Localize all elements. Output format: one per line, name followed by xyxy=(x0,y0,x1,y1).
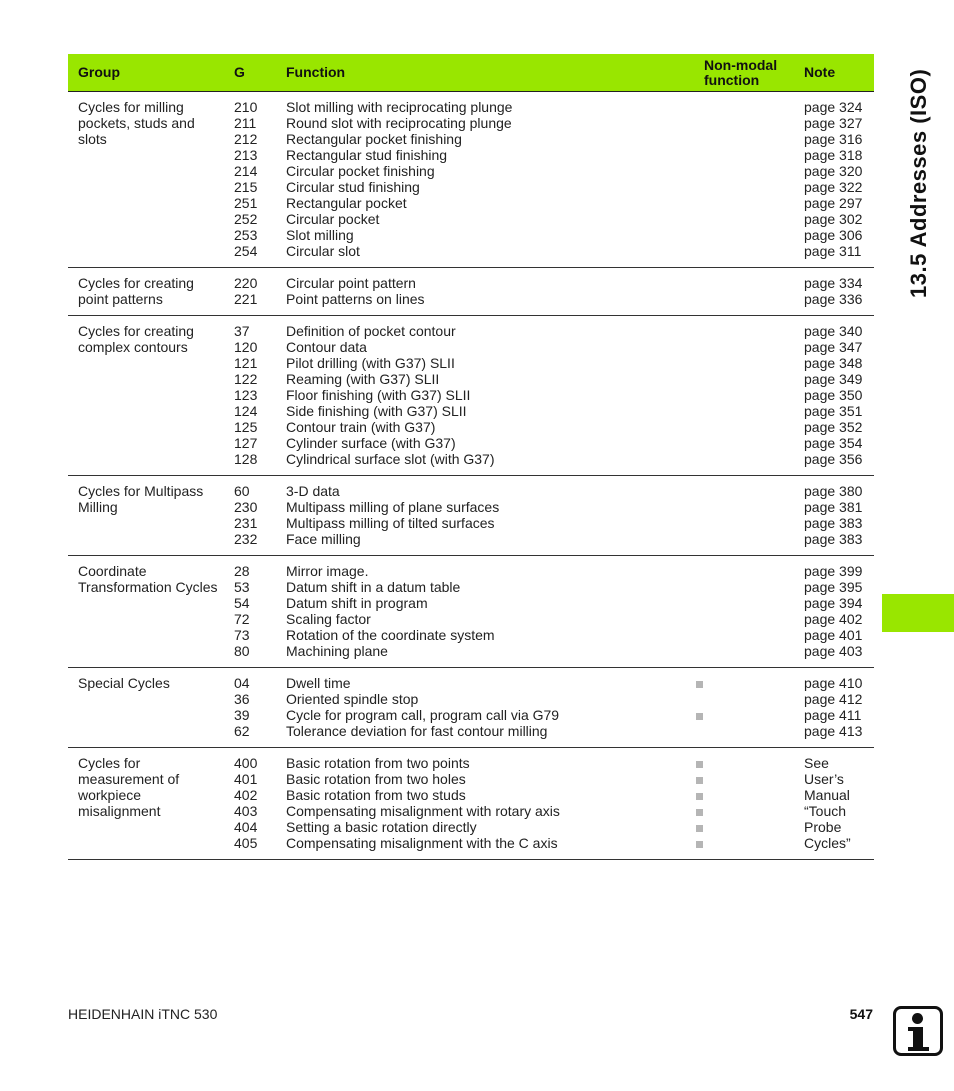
group-name-cell: Coordinate Transformation Cycles xyxy=(68,556,230,668)
table-row xyxy=(68,316,874,476)
function-name: Pilot drilling (with G37) SLII xyxy=(286,355,455,371)
note-text: page 410 xyxy=(804,675,863,691)
function-name: Point patterns on lines xyxy=(286,291,425,307)
non-modal-marker-slot xyxy=(696,403,794,419)
function-name: Definition of pocket contour xyxy=(286,323,456,339)
non-modal-marker-slot xyxy=(696,147,794,163)
function-name: Compensating misalignment with the C axis xyxy=(286,835,558,851)
non-modal-cell xyxy=(696,748,794,860)
note-cell xyxy=(794,268,874,316)
non-modal-cell xyxy=(696,268,794,316)
function-name: Reaming (with G37) SLII xyxy=(286,371,440,387)
function-name: Multipass milling of tilted surfaces xyxy=(286,515,495,531)
non-modal-marker-slot xyxy=(696,595,794,611)
square-marker-icon xyxy=(696,809,703,816)
non-modal-marker-slot xyxy=(696,195,794,211)
non-modal-marker-slot xyxy=(696,339,794,355)
non-modal-marker-slot xyxy=(696,179,794,195)
info-icon xyxy=(893,1006,943,1056)
non-modal-marker-slot xyxy=(696,211,794,227)
header-non-modal-line1: Non-modal xyxy=(704,56,778,73)
square-marker-icon xyxy=(696,825,703,832)
non-modal-marker-slot xyxy=(696,755,794,771)
function-name: Basic rotation from two points xyxy=(286,755,470,771)
g-code: 121 xyxy=(234,355,258,371)
non-modal-marker-slot xyxy=(696,499,794,515)
function-cell xyxy=(276,476,696,556)
g-code: 53 xyxy=(234,579,250,595)
non-modal-marker-slot xyxy=(696,323,794,339)
function-name: Contour train (with G37) xyxy=(286,419,436,435)
non-modal-marker-slot xyxy=(696,723,794,739)
note-text: page 327 xyxy=(804,115,863,131)
note-text: page 403 xyxy=(804,643,863,659)
note-text: page 354 xyxy=(804,435,863,451)
non-modal-cell xyxy=(696,92,794,268)
non-modal-marker-slot xyxy=(696,819,794,835)
section-title: 13.5 Addresses (ISO) xyxy=(906,68,931,298)
non-modal-marker-slot xyxy=(696,419,794,435)
function-name: Cylindrical surface slot (with G37) xyxy=(286,451,495,467)
g-code: 400 xyxy=(234,755,258,771)
table-header-row xyxy=(68,54,874,92)
g-code-cell xyxy=(230,668,276,748)
function-name: Round slot with reciprocating plunge xyxy=(286,115,512,131)
note-text: page 351 xyxy=(804,403,863,419)
g-code: 220 xyxy=(234,275,258,291)
g-code: 405 xyxy=(234,835,258,851)
note-text: page 350 xyxy=(804,387,863,403)
square-marker-icon xyxy=(696,681,703,688)
table-row xyxy=(68,476,874,556)
g-code: 221 xyxy=(234,291,258,307)
g-code-cell xyxy=(230,556,276,668)
function-cell xyxy=(276,92,696,268)
group-name-cell: Cycles for Multipass Milling xyxy=(68,476,230,556)
square-marker-icon xyxy=(696,713,703,720)
function-name: Circular slot xyxy=(286,243,360,259)
header-function: Function xyxy=(276,54,696,92)
g-code: 123 xyxy=(234,387,258,403)
function-name: Slot milling xyxy=(286,227,354,243)
header-non-modal xyxy=(696,54,794,92)
g-code: 404 xyxy=(234,819,258,835)
note-cell xyxy=(794,316,874,476)
g-code-cell xyxy=(230,92,276,268)
g-code: 28 xyxy=(234,563,250,579)
note-text: page 318 xyxy=(804,147,863,163)
non-modal-marker-slot xyxy=(696,643,794,659)
table-row xyxy=(68,556,874,668)
function-name: Scaling factor xyxy=(286,611,371,627)
non-modal-marker-slot xyxy=(696,243,794,259)
non-modal-marker-slot xyxy=(696,387,794,403)
non-modal-marker-slot xyxy=(696,99,794,115)
function-name: Side finishing (with G37) SLII xyxy=(286,403,467,419)
note-text: See xyxy=(804,755,829,771)
header-group: Group xyxy=(68,54,230,92)
function-name: Rectangular pocket xyxy=(286,195,407,211)
non-modal-cell xyxy=(696,556,794,668)
g-code: 252 xyxy=(234,211,258,227)
note-text: page 356 xyxy=(804,451,863,467)
header-non-modal-line2: function xyxy=(704,71,760,88)
note-text: page 383 xyxy=(804,515,863,531)
g-code: 62 xyxy=(234,723,250,739)
note-text: page 394 xyxy=(804,595,863,611)
iso-cycle-table xyxy=(68,54,874,860)
note-text: page 316 xyxy=(804,131,863,147)
function-name: Slot milling with reciprocating plunge xyxy=(286,99,513,115)
function-name: Cylinder surface (with G37) xyxy=(286,435,456,451)
table-row xyxy=(68,268,874,316)
note-text: Probe xyxy=(804,819,842,835)
note-text: Cycles” xyxy=(804,835,851,851)
non-modal-marker-slot xyxy=(696,611,794,627)
note-text: page 311 xyxy=(804,243,862,259)
function-name: Datum shift in a datum table xyxy=(286,579,461,595)
function-name: Rectangular pocket finishing xyxy=(286,131,462,147)
note-text: page 324 xyxy=(804,99,863,115)
non-modal-marker-slot xyxy=(696,771,794,787)
square-marker-icon xyxy=(696,761,703,768)
footer-product: HEIDENHAIN iTNC 530 xyxy=(68,1006,218,1022)
function-name: Oriented spindle stop xyxy=(286,691,419,707)
note-cell xyxy=(794,556,874,668)
g-code: 253 xyxy=(234,227,258,243)
g-code-cell xyxy=(230,316,276,476)
note-text: page 412 xyxy=(804,691,863,707)
function-cell xyxy=(276,268,696,316)
group-name-cell: Cycles for creating point patterns xyxy=(68,268,230,316)
g-code: 213 xyxy=(234,147,258,163)
g-code: 124 xyxy=(234,403,258,419)
g-code: 251 xyxy=(234,195,258,211)
function-name: Basic rotation from two studs xyxy=(286,787,466,803)
chapter-tab xyxy=(882,594,954,632)
g-code: 125 xyxy=(234,419,258,435)
g-code: 212 xyxy=(234,131,258,147)
group-name-cell: Cycles for creating complex contours xyxy=(68,316,230,476)
non-modal-cell xyxy=(696,476,794,556)
non-modal-marker-slot xyxy=(696,627,794,643)
note-cell xyxy=(794,92,874,268)
note-text: page 399 xyxy=(804,563,863,579)
non-modal-marker-slot xyxy=(696,483,794,499)
g-code: 37 xyxy=(234,323,250,339)
note-text: “Touch xyxy=(804,803,847,819)
function-name: Datum shift in program xyxy=(286,595,428,611)
note-cell xyxy=(794,748,874,860)
g-code: 128 xyxy=(234,451,258,467)
g-code: 120 xyxy=(234,339,258,355)
g-code: 60 xyxy=(234,483,250,499)
non-modal-marker-slot xyxy=(696,435,794,451)
g-code-cell xyxy=(230,476,276,556)
g-code: 210 xyxy=(234,99,258,115)
note-text: page 413 xyxy=(804,723,863,739)
non-modal-marker-slot xyxy=(696,691,794,707)
square-marker-icon xyxy=(696,777,703,784)
g-code: 54 xyxy=(234,595,250,611)
note-text: page 348 xyxy=(804,355,863,371)
g-code-cell xyxy=(230,268,276,316)
note-text: page 306 xyxy=(804,227,863,243)
note-text: page 402 xyxy=(804,611,863,627)
g-code: 232 xyxy=(234,531,258,547)
g-code: 36 xyxy=(234,691,250,707)
function-name: Tolerance deviation for fast contour milling xyxy=(286,723,548,739)
non-modal-cell xyxy=(696,668,794,748)
non-modal-marker-slot xyxy=(696,451,794,467)
function-name: Rotation of the coordinate system xyxy=(286,627,495,643)
g-code: 403 xyxy=(234,803,258,819)
g-code-cell xyxy=(230,748,276,860)
square-marker-icon xyxy=(696,793,703,800)
non-modal-marker-slot xyxy=(696,579,794,595)
function-name: Face milling xyxy=(286,531,361,547)
non-modal-marker-slot xyxy=(696,563,794,579)
note-text: page 322 xyxy=(804,179,863,195)
function-name: Basic rotation from two holes xyxy=(286,771,466,787)
g-code: 231 xyxy=(234,515,258,531)
function-name: Circular point pattern xyxy=(286,275,416,291)
square-marker-icon xyxy=(696,841,703,848)
note-text: page 334 xyxy=(804,275,863,291)
note-text: Manual xyxy=(804,787,850,803)
non-modal-marker-slot xyxy=(696,787,794,803)
note-text: page 411 xyxy=(804,707,862,723)
function-name: Cycle for program call, program call via G79 xyxy=(286,707,560,723)
function-cell xyxy=(276,748,696,860)
g-code: 230 xyxy=(234,499,258,515)
g-code: 80 xyxy=(234,643,250,659)
note-text: page 352 xyxy=(804,419,863,435)
g-code: 215 xyxy=(234,179,258,195)
note-text: page 340 xyxy=(804,323,863,339)
function-name: Circular stud finishing xyxy=(286,179,420,195)
function-name: Setting a basic rotation directly xyxy=(286,819,477,835)
note-text: page 336 xyxy=(804,291,863,307)
header-g: G xyxy=(230,54,276,92)
page-number: 547 xyxy=(849,1006,873,1022)
note-cell xyxy=(794,668,874,748)
non-modal-marker-slot xyxy=(696,835,794,851)
note-text: page 347 xyxy=(804,339,863,355)
non-modal-marker-slot xyxy=(696,803,794,819)
note-text: page 380 xyxy=(804,483,863,499)
note-cell xyxy=(794,476,874,556)
non-modal-marker-slot xyxy=(696,291,794,307)
function-cell xyxy=(276,316,696,476)
non-modal-marker-slot xyxy=(696,707,794,723)
function-name: Circular pocket xyxy=(286,211,380,227)
function-name: Floor finishing (with G37) SLII xyxy=(286,387,471,403)
non-modal-marker-slot xyxy=(696,371,794,387)
non-modal-marker-slot xyxy=(696,227,794,243)
g-code: 72 xyxy=(234,611,250,627)
note-text: page 383 xyxy=(804,531,863,547)
note-text: page 395 xyxy=(804,579,863,595)
function-name: Machining plane xyxy=(286,643,388,659)
non-modal-marker-slot xyxy=(696,131,794,147)
g-code: 04 xyxy=(234,675,250,691)
non-modal-marker-slot xyxy=(696,675,794,691)
function-name: Contour data xyxy=(286,339,367,355)
function-name: Dwell time xyxy=(286,675,351,691)
function-name: Mirror image. xyxy=(286,563,369,579)
non-modal-marker-slot xyxy=(696,115,794,131)
g-code: 402 xyxy=(234,787,258,803)
group-name-cell: Cycles for measurement of workpiece misalignment xyxy=(68,748,230,860)
g-code: 211 xyxy=(234,115,257,131)
g-code: 122 xyxy=(234,371,258,387)
non-modal-marker-slot xyxy=(696,515,794,531)
function-cell xyxy=(276,556,696,668)
non-modal-marker-slot xyxy=(696,531,794,547)
function-name: Rectangular stud finishing xyxy=(286,147,448,163)
note-text: page 302 xyxy=(804,211,863,227)
note-text: User’s xyxy=(804,771,844,787)
function-name: Compensating misalignment with rotary axis xyxy=(286,803,560,819)
g-code: 73 xyxy=(234,627,250,643)
header-note: Note xyxy=(794,54,874,92)
g-code: 214 xyxy=(234,163,258,179)
g-code: 254 xyxy=(234,243,258,259)
table-row xyxy=(68,92,874,268)
group-name-cell: Cycles for milling pockets, studs and slots xyxy=(68,92,230,268)
group-name-cell: Special Cycles xyxy=(68,668,230,748)
table-row xyxy=(68,748,874,860)
g-code: 127 xyxy=(234,435,258,451)
g-code: 401 xyxy=(234,771,258,787)
g-code: 39 xyxy=(234,707,250,723)
function-cell xyxy=(276,668,696,748)
non-modal-marker-slot xyxy=(696,275,794,291)
note-text: page 349 xyxy=(804,371,863,387)
note-text: page 401 xyxy=(804,627,863,643)
table-row xyxy=(68,668,874,748)
function-name: Circular pocket finishing xyxy=(286,163,435,179)
note-text: page 297 xyxy=(804,195,863,211)
note-text: page 320 xyxy=(804,163,863,179)
non-modal-marker-slot xyxy=(696,355,794,371)
non-modal-marker-slot xyxy=(696,163,794,179)
function-name: 3-D data xyxy=(286,483,340,499)
function-name: Multipass milling of plane surfaces xyxy=(286,499,500,515)
note-text: page 381 xyxy=(804,499,863,515)
non-modal-cell xyxy=(696,316,794,476)
